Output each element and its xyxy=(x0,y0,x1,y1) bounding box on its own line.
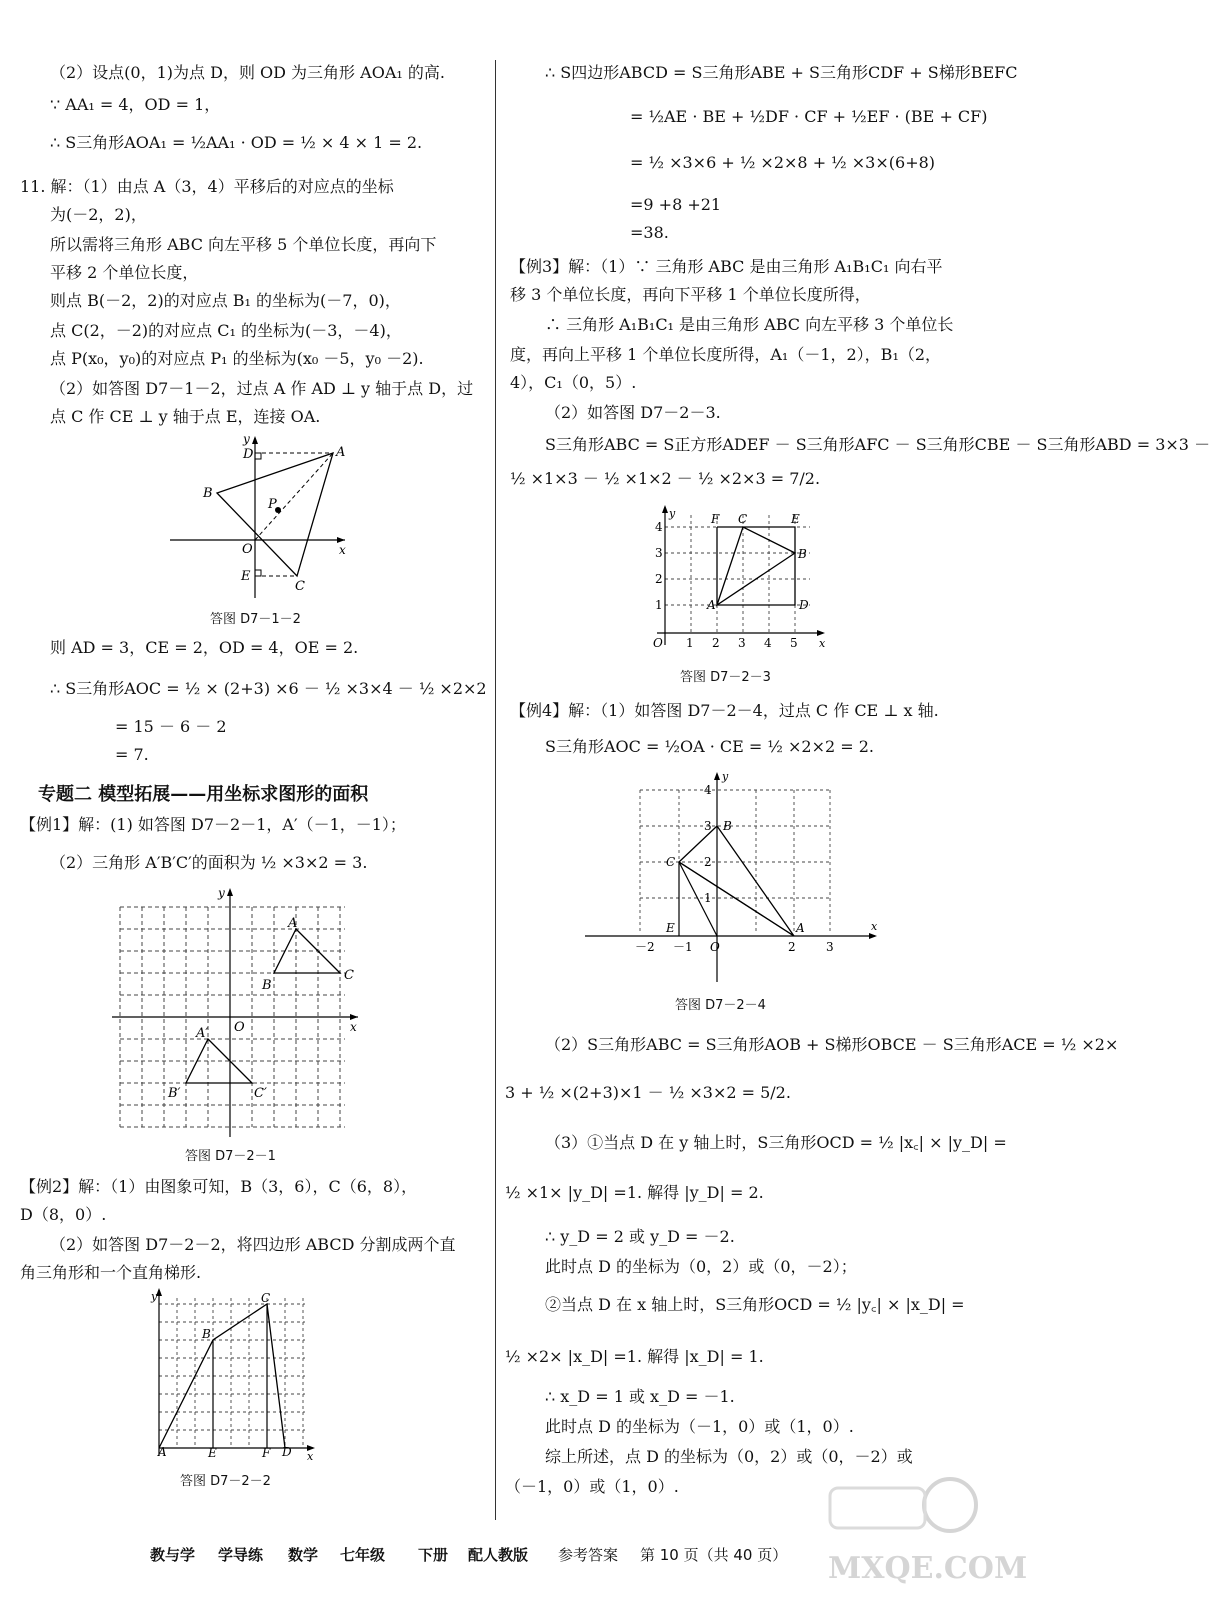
text-line: （－1，0）或（1，0）. xyxy=(505,1477,679,1496)
svg-text:E: E xyxy=(241,569,251,584)
svg-text:C′: C′ xyxy=(254,1086,267,1101)
svg-text:－2: －2 xyxy=(635,940,655,954)
svg-text:y: y xyxy=(669,507,676,520)
text-line: = ½ ×3×6 + ½ ×2×8 + ½ ×3×(6+8) xyxy=(630,153,936,172)
figure-caption: 答图 D7－1－2 xyxy=(210,612,301,627)
text-line: 平移 2 个单位长度， xyxy=(50,263,199,282)
figure-d7-2-4 xyxy=(580,770,890,985)
svg-text:1: 1 xyxy=(655,598,663,612)
text-line: ∴ S三角形AOA₁ = ½AA₁ · OD = ½ × 4 × 1 = 2. xyxy=(50,133,423,152)
footer-answers: 参考答案 xyxy=(558,1546,619,1564)
text-line: 【例1】解：(1) 如答图 D7－2－1，A′（－1，－1）； xyxy=(20,815,406,834)
text-line: 【例3】解：（1）∵ 三角形 ABC 是由三角形 A₁B₁C₁ 向右平 xyxy=(510,257,943,276)
text-line: S三角形ABC = S正方形ADEF － S三角形AFC － S三角形CBE － S三角形ABD = 3×3 － xyxy=(545,435,1210,454)
svg-text:C: C xyxy=(738,512,748,526)
svg-text:5: 5 xyxy=(790,636,798,650)
svg-text:A: A xyxy=(158,1445,167,1459)
text-line: D（8，0）. xyxy=(20,1205,107,1224)
text-line: （2）如答图 D7－2－3. xyxy=(545,403,721,422)
svg-text:B: B xyxy=(723,819,732,833)
figure-caption: 答图 D7－2－4 xyxy=(675,998,766,1013)
svg-text:3: 3 xyxy=(704,819,712,833)
svg-text:C: C xyxy=(666,855,676,869)
text-line: ∴ x_D = 1 或 x_D = －1. xyxy=(545,1387,735,1406)
text-line: ∵ AA₁ = 4，OD = 1， xyxy=(50,95,221,114)
text-line: 则 AD = 3，CE = 2，OD = 4，OE = 2. xyxy=(50,638,359,657)
svg-text:2: 2 xyxy=(655,572,663,586)
svg-text:3: 3 xyxy=(826,940,834,954)
svg-text:x: x xyxy=(819,637,826,650)
text-line: 所以需将三角形 ABC 向左平移 5 个单位长度，再向下 xyxy=(50,235,437,254)
text-line: ∴ S四边形ABCD = S三角形ABE + S三角形CDF + S梯形BEFC xyxy=(545,63,1018,82)
svg-text:F: F xyxy=(262,1446,271,1460)
svg-text:D: D xyxy=(243,447,254,462)
figure-d7-2-2 xyxy=(145,1288,320,1463)
column-divider xyxy=(495,60,496,1520)
text-line: ②当点 D 在 x 轴上时，S三角形OCD = ½ |y꜀| × |x_D| = xyxy=(545,1295,965,1314)
svg-text:D: D xyxy=(282,1445,292,1459)
text-line: （2）如答图 D7－2－2，将四边形 ABCD 分割成两个直 xyxy=(50,1235,456,1254)
svg-text:B: B xyxy=(203,486,213,501)
text-line: 为(－2，2)， xyxy=(50,205,147,224)
svg-text:B: B xyxy=(798,547,807,561)
footer-term: 下册 xyxy=(418,1546,449,1564)
text-line: ½ ×2× |x_D| =1. 解得 |x_D| = 1. xyxy=(505,1347,764,1366)
text-line: 点 P(x₀，y₀)的对应点 P₁ 的坐标为(x₀ －5，y₀ －2). xyxy=(50,349,424,368)
figure-caption: 答图 D7－2－1 xyxy=(185,1149,276,1164)
figure-caption: 答图 D7－2－2 xyxy=(180,1474,271,1489)
text-line: 3 + ½ ×(2+3)×1 － ½ ×3×2 = 5/2. xyxy=(505,1083,791,1102)
svg-text:3: 3 xyxy=(738,636,746,650)
figure-d7-2-1 xyxy=(110,885,365,1140)
svg-text:B: B xyxy=(262,978,272,993)
text-line: （2）三角形 A′B′C′的面积为 ½ ×3×2 = 3. xyxy=(50,853,368,872)
svg-text:F: F xyxy=(711,512,720,526)
text-line: （2）如答图 D7－1－2，过点 A 作 AD ⊥ y 轴于点 D，过 xyxy=(50,379,474,398)
text-line: 此时点 D 的坐标为（－1，0）或（1，0）. xyxy=(545,1417,854,1436)
text-line: 4），C₁（0，5）. xyxy=(510,373,637,392)
svg-text:O: O xyxy=(242,542,253,557)
text-line: ½ ×1×3 － ½ ×1×2 － ½ ×2×3 = 7/2. xyxy=(510,469,821,488)
svg-text:A: A xyxy=(707,598,716,612)
text-line: 【例2】解：（1）由图象可知，B（3，6），C（6，8）， xyxy=(20,1177,418,1196)
svg-text:y: y xyxy=(218,886,225,900)
svg-text:3: 3 xyxy=(655,546,663,560)
text-line: =38. xyxy=(630,223,669,242)
svg-text:A: A xyxy=(336,445,346,460)
text-line: （3）①当点 D 在 y 轴上时，S三角形OCD = ½ |x꜀| × |y_D| = xyxy=(545,1133,1007,1152)
svg-text:A′: A′ xyxy=(196,1026,209,1041)
svg-text:2: 2 xyxy=(704,855,712,869)
text-line: 移 3 个单位长度，再向下平移 1 个单位长度所得， xyxy=(510,285,871,304)
text-line: 度，再向上平移 1 个单位长度所得，A₁（－1，2），B₁（2， xyxy=(510,345,942,364)
figure-caption: 答图 D7－2－3 xyxy=(680,670,771,685)
text-line: = ½AE · BE + ½DF · CF + ½EF · (BE + CF) xyxy=(630,107,988,126)
svg-text:1: 1 xyxy=(686,636,694,650)
svg-text:C: C xyxy=(295,579,305,594)
text-line: =9 +8 +21 xyxy=(630,195,722,214)
svg-text:4: 4 xyxy=(655,520,663,534)
svg-text:D: D xyxy=(799,598,809,612)
text-line: ∴ y_D = 2 或 y_D = －2. xyxy=(545,1227,735,1246)
svg-text:2: 2 xyxy=(712,636,720,650)
footer-edition: 配人教版 xyxy=(468,1546,529,1564)
figure-d7-1-2 xyxy=(165,430,365,600)
text-line: 角三角形和一个直角梯形. xyxy=(20,1263,202,1282)
svg-text:E: E xyxy=(208,1446,217,1460)
footer-page-number: 第 10 页（共 40 页） xyxy=(640,1546,788,1564)
footer-brand: 教与学 xyxy=(150,1546,196,1564)
svg-text:O: O xyxy=(710,940,720,954)
text-line: （2）设点(0，1)为点 D，则 OD 为三角形 AOA₁ 的高. xyxy=(50,63,445,82)
svg-text:C: C xyxy=(261,1291,271,1305)
watermark-logo xyxy=(820,1470,1028,1590)
svg-text:B: B xyxy=(202,1327,211,1341)
svg-text:A: A xyxy=(288,916,298,931)
text-line: 则点 B(－2，2)的对应点 B₁ 的坐标为(－7，0)， xyxy=(50,291,401,310)
svg-text:C: C xyxy=(344,968,354,983)
text-line: = 15 － 6 － 2 xyxy=(115,717,227,736)
figure-d7-2-3 xyxy=(645,505,830,660)
svg-text:x: x xyxy=(339,543,346,557)
svg-text:B′: B′ xyxy=(168,1086,181,1101)
footer-subject: 数学 xyxy=(288,1546,319,1564)
svg-text:A: A xyxy=(796,921,805,935)
svg-text:x: x xyxy=(307,1450,314,1463)
svg-text:y: y xyxy=(151,1290,158,1303)
svg-text:O: O xyxy=(653,636,663,650)
footer-grade: 七年级 xyxy=(340,1546,386,1564)
text-line: 综上所述，点 D 的坐标为（0，2）或（0，－2）或 xyxy=(545,1447,913,1466)
svg-text:x: x xyxy=(871,920,878,933)
svg-text:P: P xyxy=(268,497,277,512)
svg-text:y: y xyxy=(243,432,250,446)
svg-text:O: O xyxy=(234,1020,245,1035)
text-line: = 7. xyxy=(115,745,149,764)
footer-series: 学导练 xyxy=(218,1546,264,1564)
text-line: 点 C(2，－2)的对应点 C₁ 的坐标为(－3，－4)， xyxy=(50,321,402,340)
svg-text:4: 4 xyxy=(764,636,772,650)
section-title: 专题二 模型拓展——用坐标求图形的面积 xyxy=(38,784,369,805)
svg-text:E: E xyxy=(666,921,675,935)
text-line: ½ ×1× |y_D| =1. 解得 |y_D| = 2. xyxy=(505,1183,764,1202)
text-line: ∴ S三角形AOC = ½ × (2+3) ×6 － ½ ×3×4 － ½ ×2×2 xyxy=(50,679,487,698)
text-line: （2）S三角形ABC = S三角形AOB + S梯形OBCE － S三角形ACE = ½ ×2× xyxy=(545,1035,1119,1054)
svg-text:E: E xyxy=(791,512,800,526)
text-line: 点 C 作 CE ⊥ y 轴于点 E，连接 OA. xyxy=(50,407,321,426)
text-line: 【例4】解：（1）如答图 D7－2－4，过点 C 作 CE ⊥ x 轴. xyxy=(510,701,939,720)
text-line: S三角形AOC = ½OA · CE = ½ ×2×2 = 2. xyxy=(545,737,875,756)
text-line: 11. 解：（1）由点 A（3，4）平移后的对应点的坐标 xyxy=(20,177,394,196)
svg-text:2: 2 xyxy=(788,940,796,954)
svg-text:4: 4 xyxy=(704,783,712,797)
svg-text:x: x xyxy=(350,1020,357,1034)
svg-text:－1: －1 xyxy=(673,940,693,954)
watermark-text: MXQE.COM xyxy=(828,1551,1028,1586)
text-line: ∴ 三角形 A₁B₁C₁ 是由三角形 ABC 向左平移 3 个单位长 xyxy=(545,315,954,334)
text-line: 此时点 D 的坐标为（0，2）或（0，－2）； xyxy=(545,1257,857,1276)
svg-text:y: y xyxy=(722,770,729,783)
svg-text:1: 1 xyxy=(704,891,712,905)
